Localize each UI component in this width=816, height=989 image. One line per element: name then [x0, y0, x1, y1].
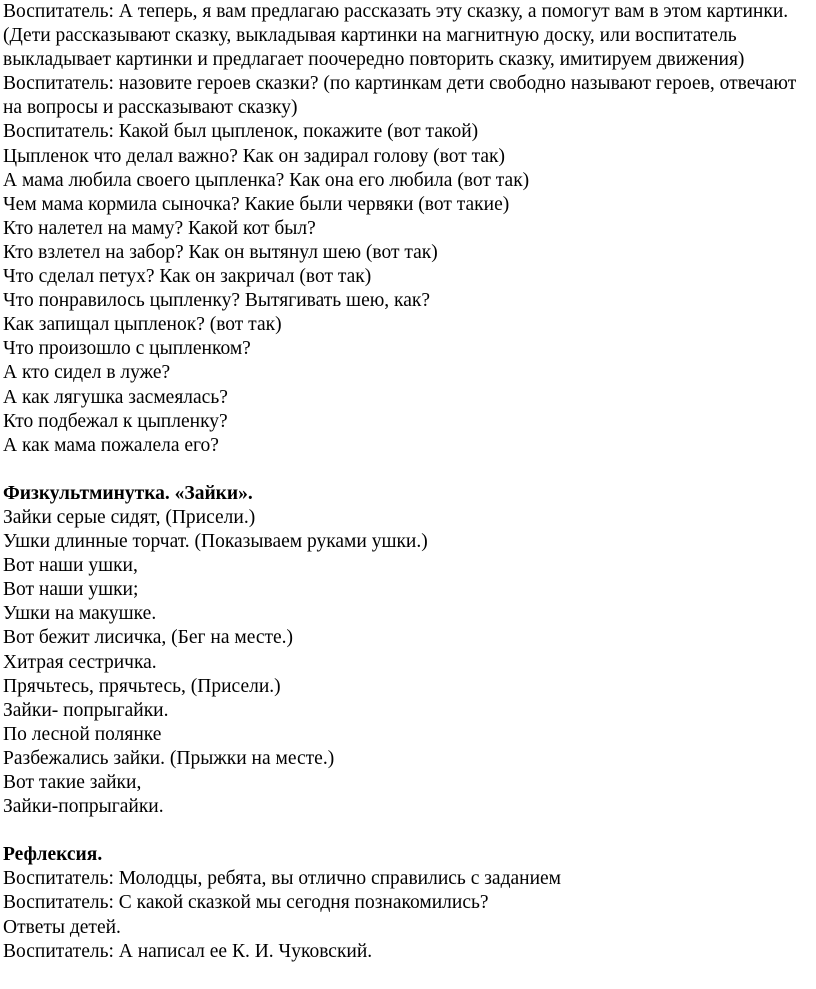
reflection-line: Воспитатель: С какой сказкой мы сегодня познакомились? — [3, 892, 489, 914]
intro-paragraph-3: Воспитатель: назовите героев сказки? (по картинкам дети свободно называют героев, отвечают на вопросы и рассказывают сказку) — [3, 73, 797, 119]
reflection-line: Ответы детей. — [3, 916, 121, 938]
question-line: А мама любила своего цыпленка? Как она его любила (вот так) — [3, 169, 530, 191]
question-line: А как лягушка засмеялась? — [3, 386, 228, 408]
question-line: Кто подбежал к цыпленку? — [3, 410, 228, 432]
poem-line: Вот бежит лисичка, (Бег на месте.) — [3, 627, 294, 649]
paragraph-spacer — [3, 819, 813, 843]
intro-paragraph-1: Воспитатель: А теперь, я вам предлагаю рассказать эту сказку, а помогут вам в этом картинки. — [3, 1, 789, 22]
paragraph-spacer — [3, 458, 813, 482]
poem-line: Ушки на макушке. — [3, 603, 157, 625]
fizminutka-heading: Физкультминутка. «Зайки». — [3, 482, 253, 504]
question-line: Цыпленок что делал важно? Как он задирал голову (вот так) — [3, 145, 505, 167]
reflection-section — [3, 867, 813, 963]
intro-paragraph-2: (Дети рассказывают сказку, выкладывая картинки на магнитную доску, или воспитатель выкладывает картинки и предлагает поочередно повторить сказку, имитируем движения) — [3, 25, 745, 71]
poem-line: Зайки-попрыгайки. — [3, 796, 164, 818]
reflection-heading: Рефлексия. — [3, 844, 103, 866]
poem-line: Хитрая сестричка. — [3, 651, 157, 673]
question-line: А кто сидел в луже? — [3, 362, 171, 384]
question-line: А как мама пожалела его? — [3, 434, 219, 456]
fizminutka-poem — [3, 506, 813, 819]
question-line: Как запищал цыпленок? (вот так) — [3, 314, 282, 336]
reflection-line: Воспитатель: Молодцы, ребята, вы отлично справились с заданием — [3, 868, 562, 890]
poem-line: Ушки длинные торчат. (Показываем руками ушки.) — [3, 531, 428, 553]
poem-line: Вот наши ушки, — [3, 555, 138, 577]
question-line: Что сделал петух? Как он закричал (вот так) — [3, 266, 372, 288]
poem-line: Разбежались зайки. (Прыжки на месте.) — [3, 747, 335, 769]
question-line: Кто взлетел на забор? Как он вытянул шею (вот так) — [3, 241, 438, 263]
question-list — [3, 120, 813, 457]
poem-line: Вот наши ушки; — [3, 579, 139, 601]
question-line: Что произошло с цыпленком? — [3, 338, 251, 360]
reflection-line: Воспитатель: А написал ее К. И. Чуковский. — [3, 940, 373, 962]
poem-line: Вот такие зайки, — [3, 772, 142, 793]
poem-line: Прячьтесь, прячьтесь, (Присели.) — [3, 675, 281, 697]
document-page — [3, 0, 813, 964]
question-line: Воспитатель: Какой был цыпленок, покажите (вот такой) — [3, 121, 479, 143]
question-line: Кто налетел на маму? Какой кот был? — [3, 217, 316, 239]
question-line: Что понравилось цыпленку? Вытягивать шею, как? — [3, 290, 431, 312]
poem-line: Зайки- попрыгайки. — [3, 699, 169, 721]
poem-line: Зайки серые сидят, (Присели.) — [3, 506, 256, 528]
question-line: Чем мама кормила сыночка? Какие были червяки (вот такие) — [3, 193, 510, 215]
poem-line: По лесной полянке — [3, 723, 162, 745]
